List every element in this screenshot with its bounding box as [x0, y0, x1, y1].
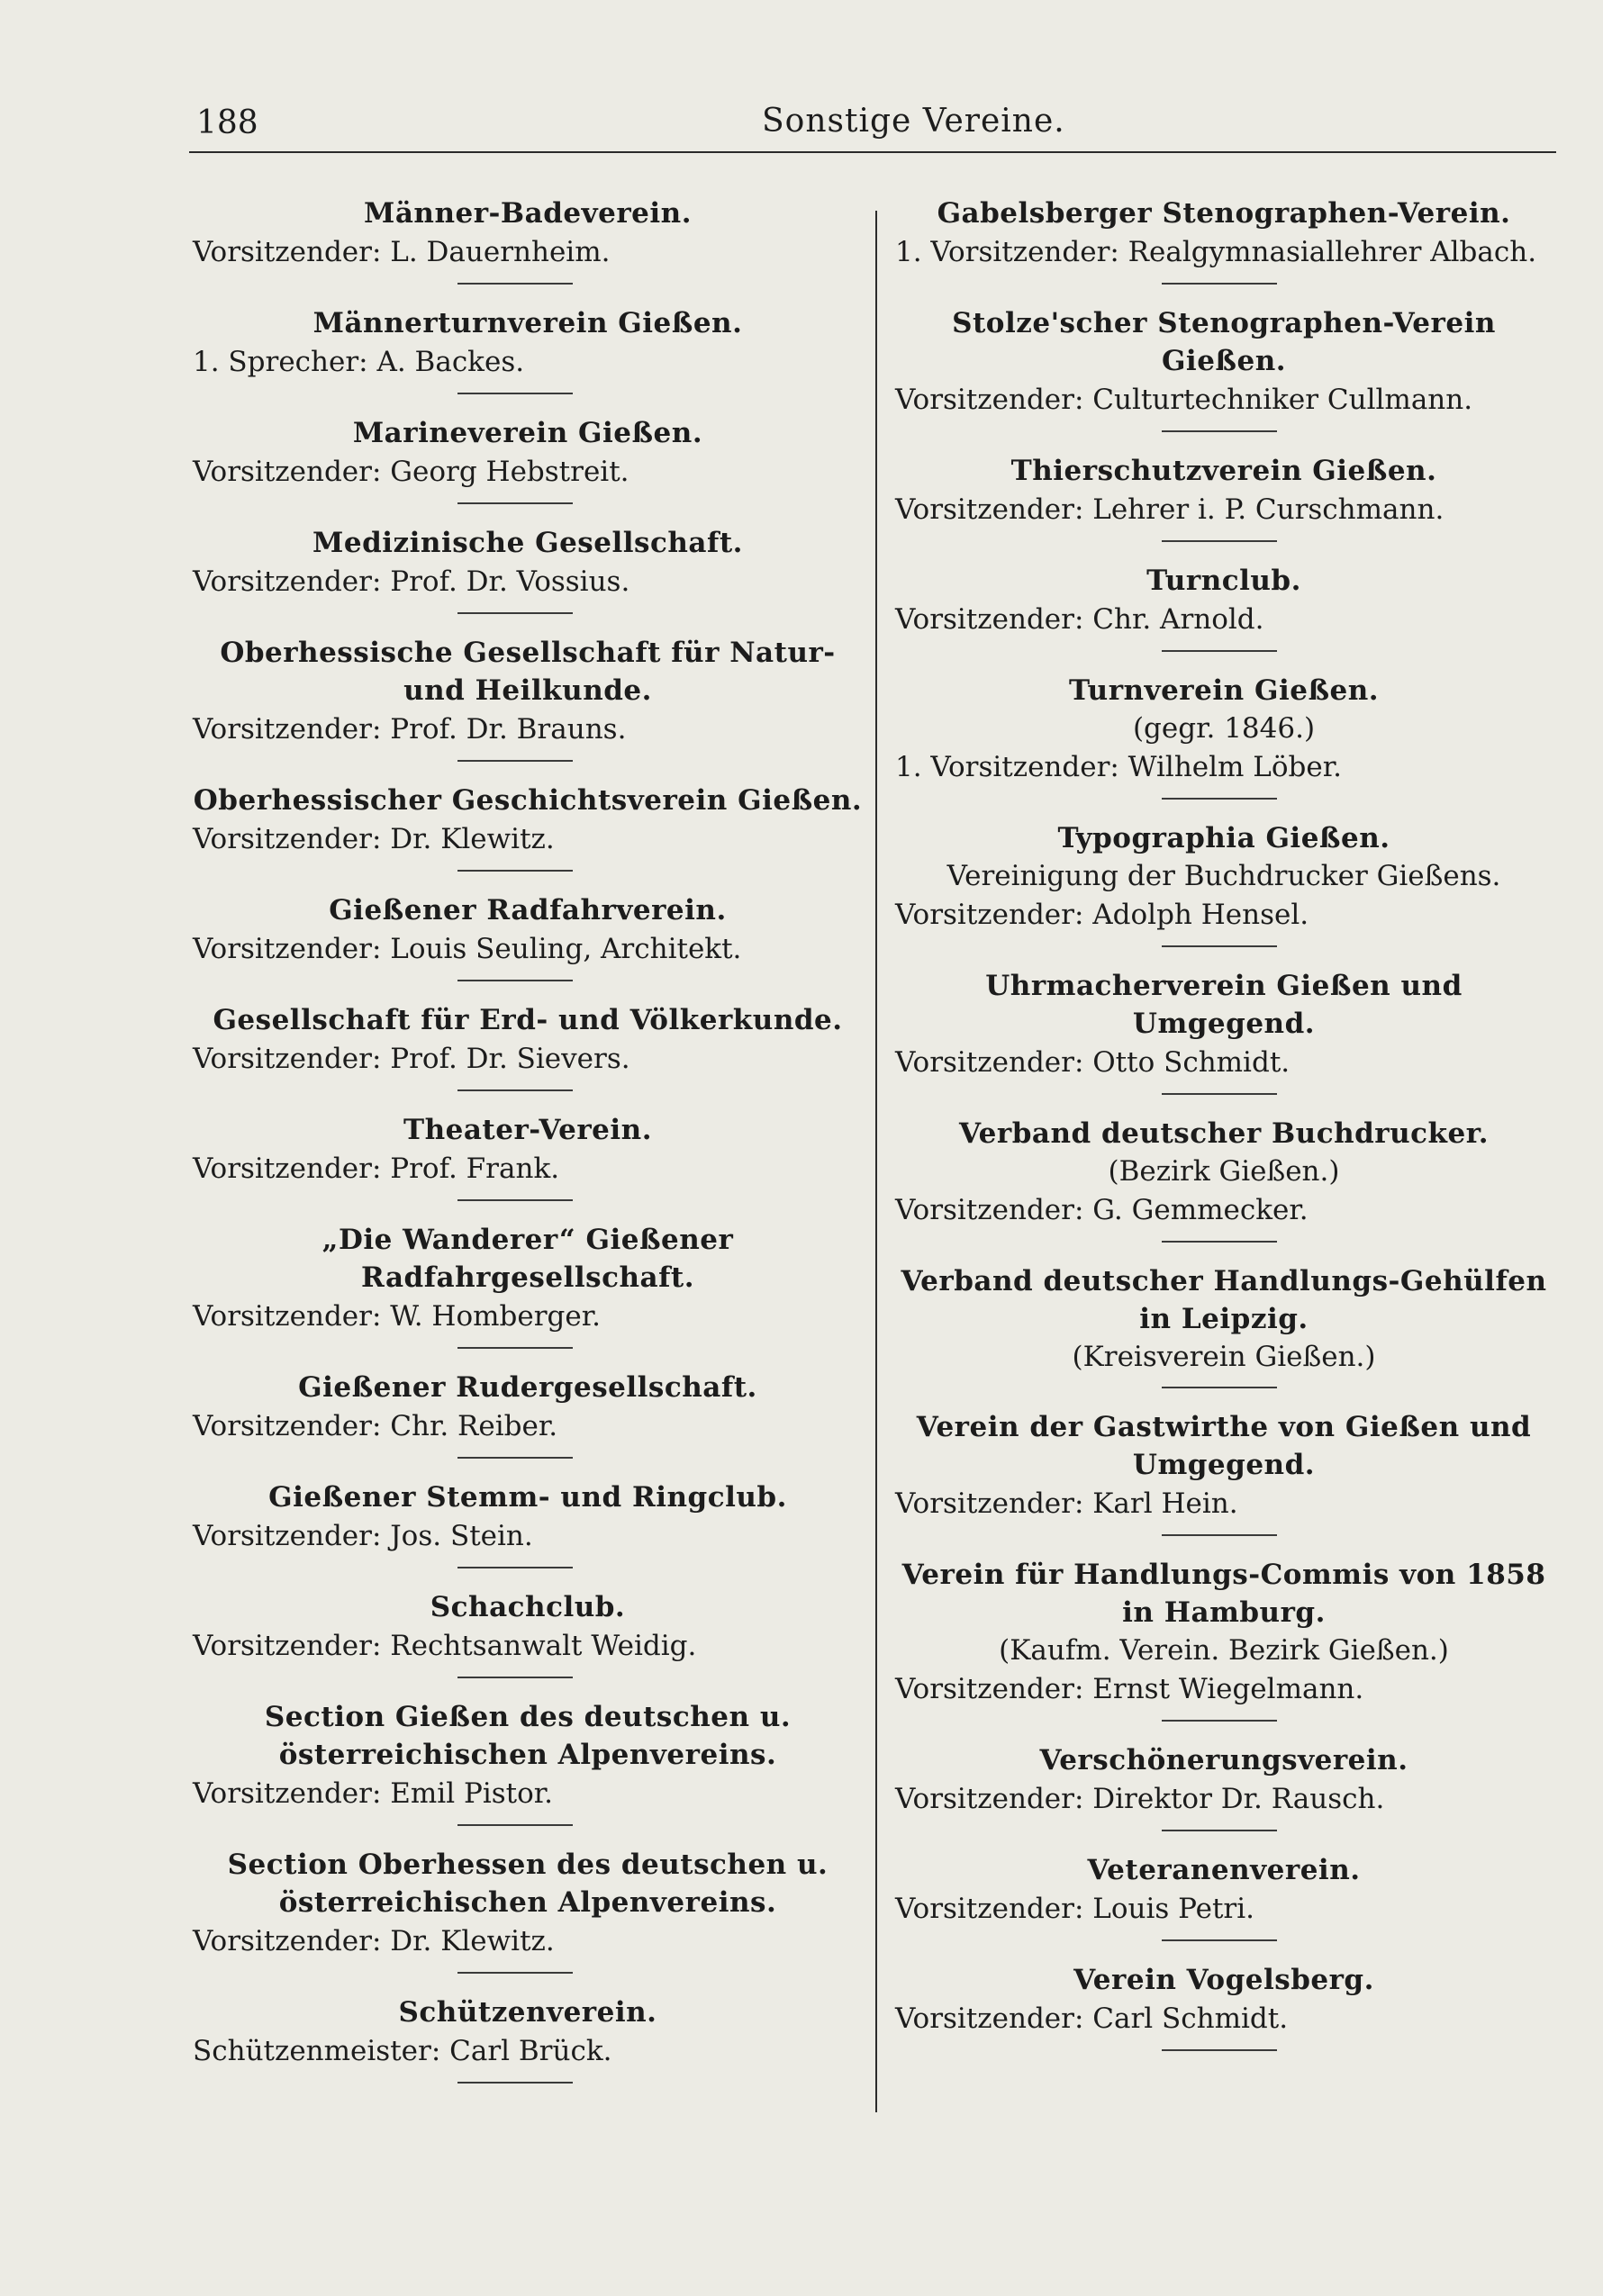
association-officer: Vorsitzender: G. Gemmecker.	[895, 1194, 1309, 1226]
association-name: Verband deutscher Handlungs-Gehülfen in Leipzig.	[901, 1265, 1547, 1335]
association-name: Gabelsberger Stenographen-Verein.	[937, 197, 1511, 230]
entry-separator	[457, 870, 573, 872]
association-note: (gegr. 1846.)	[1132, 712, 1316, 745]
entry-separator	[457, 1567, 573, 1568]
association-name: Section Gießen des deutschen u. österreichischen Alpenvereins.	[264, 1701, 792, 1771]
association-name: Verschönerungsverein.	[1039, 1744, 1408, 1776]
association-name: Oberhessische Gesellschaft für Natur- und Heilkunde.	[220, 637, 836, 707]
association-officer: Vorsitzender: Karl Hein.	[895, 1487, 1238, 1520]
association-name: Verband deutscher Buchdrucker.	[958, 1117, 1490, 1150]
page-number: 188	[196, 104, 258, 141]
entry-separator	[457, 612, 573, 614]
association-officer: Vorsitzender: Otto Schmidt.	[895, 1046, 1291, 1079]
association-name: Gießener Rudergesellschaft.	[298, 1371, 757, 1404]
association-officer: Vorsitzender: W. Homberger.	[193, 1300, 601, 1333]
entry-separator	[1162, 283, 1277, 285]
entry-separator	[1162, 945, 1277, 947]
association-officer: Vorsitzender: Prof. Dr. Sievers.	[193, 1043, 630, 1075]
entry-separator	[457, 1457, 573, 1459]
association-officer: 1. Vorsitzender: Realgymnasiallehrer Albach.	[895, 236, 1537, 268]
association-name: Turnclub.	[1146, 565, 1301, 597]
association-name: Verein Vogelsberg.	[1073, 1964, 1374, 1996]
association-officer: Vorsitzender: Carl Schmidt.	[895, 2002, 1289, 2035]
association-name: Schützenverein.	[398, 1996, 657, 2029]
column-divider	[875, 211, 877, 2112]
association-note: Vereinigung der Buchdrucker Gießens.	[946, 860, 1501, 892]
association-entry	[189, 414, 866, 504]
association-entry	[892, 1741, 1556, 1831]
entry-separator	[457, 760, 573, 762]
entry-separator	[1162, 1534, 1277, 1536]
association-entry	[892, 562, 1556, 652]
association-officer: Vorsitzender: Prof. Dr. Brauns.	[193, 713, 627, 746]
association-entry	[189, 304, 866, 394]
association-entry	[189, 891, 866, 981]
entry-separator	[457, 1972, 573, 1974]
association-name: Männerturnverein Gießen.	[312, 307, 743, 339]
association-officer: Vorsitzender: Chr. Arnold.	[895, 603, 1264, 636]
association-officer: 1. Vorsitzender: Wilhelm Löber.	[895, 751, 1343, 783]
association-entry	[189, 194, 866, 285]
association-officer: Vorsitzender: Emil Pistor.	[193, 1777, 554, 1810]
running-title: Sonstige Vereine.	[762, 103, 1065, 140]
association-officer: Vorsitzender: Prof. Frank.	[193, 1153, 560, 1185]
entry-separator	[457, 1347, 573, 1349]
entry-separator	[1162, 650, 1277, 652]
association-name: Gießener Radfahrverein.	[329, 894, 727, 927]
association-entry	[892, 1556, 1556, 1722]
association-note: (Kaufm. Verein. Bezirk Gießen.)	[999, 1634, 1449, 1667]
association-name: Marineverein Gießen.	[352, 417, 703, 449]
association-officer: Vorsitzender: Georg Hebstreit.	[193, 456, 629, 488]
association-note: (Kreisverein Gießen.)	[1072, 1341, 1376, 1373]
association-officer: Vorsitzender: Ernst Wiegelmann.	[895, 1673, 1364, 1705]
association-officer: Vorsitzender: Louis Seuling, Architekt.	[193, 933, 742, 965]
association-name: Thierschutzverein Gießen.	[1010, 455, 1437, 487]
association-entry	[189, 524, 866, 614]
association-officer: 1. Sprecher: A. Backes.	[193, 346, 525, 378]
association-entry	[892, 672, 1556, 800]
entry-separator	[457, 2082, 573, 2084]
association-officer: Vorsitzender: Adolph Hensel.	[895, 899, 1309, 931]
entry-separator	[1162, 1093, 1277, 1095]
association-name: Medizinische Gesellschaft.	[312, 527, 743, 559]
association-name: Uhrmacherverein Gießen und Umgegend.	[985, 970, 1463, 1040]
association-name: Verein der Gastwirthe von Gießen und Umgegend.	[916, 1411, 1532, 1481]
left-column	[189, 194, 866, 2103]
association-entry	[892, 452, 1556, 542]
association-name: Veteranenverein.	[1087, 1854, 1361, 1886]
association-entry	[892, 194, 1556, 285]
association-name: Männer-Badeverein.	[364, 197, 692, 230]
entry-separator	[1162, 1720, 1277, 1722]
association-name: Schachclub.	[430, 1591, 626, 1623]
association-name: Gießener Stemm- und Ringclub.	[268, 1481, 787, 1514]
association-entry	[189, 1369, 866, 1459]
association-entry	[189, 1846, 866, 1974]
association-entry	[892, 967, 1556, 1095]
page-header	[189, 101, 1556, 153]
association-name: Stolze'scher Stenographen-Verein Gießen.	[952, 307, 1496, 377]
association-officer: Vorsitzender: Direktor Dr. Rausch.	[895, 1783, 1385, 1815]
association-entry	[189, 782, 866, 872]
association-entry	[189, 1698, 866, 1826]
association-entry	[892, 1262, 1556, 1388]
association-name: Typographia Gießen.	[1057, 822, 1390, 854]
association-name: Theater-Verein.	[403, 1114, 652, 1146]
entry-separator	[1162, 430, 1277, 432]
entry-separator	[1162, 540, 1277, 542]
association-officer: Schützenmeister: Carl Brück.	[193, 2035, 612, 2067]
entry-separator	[457, 502, 573, 504]
entry-separator	[1162, 1241, 1277, 1243]
entry-separator	[457, 980, 573, 981]
association-note: (Bezirk Gießen.)	[1108, 1155, 1340, 1188]
association-entry	[892, 1851, 1556, 1941]
association-officer: Vorsitzender: Prof. Dr. Vossius.	[193, 565, 630, 598]
association-entry	[189, 1111, 866, 1201]
association-name: Gesellschaft für Erd- und Völkerkunde.	[213, 1004, 843, 1036]
association-officer: Vorsitzender: Dr. Klewitz.	[193, 1925, 555, 1957]
association-entry	[189, 1478, 866, 1568]
association-entry	[892, 1961, 1556, 2051]
association-officer: Vorsitzender: Lehrer i. P. Curschmann.	[895, 493, 1445, 526]
association-name: Turnverein Gießen.	[1068, 674, 1380, 707]
association-officer: Vorsitzender: Chr. Reiber.	[193, 1410, 558, 1442]
association-entry	[189, 1993, 866, 2084]
association-name: „Die Wanderer“ Gießener Radfahrgesellschaft.	[322, 1224, 734, 1294]
entry-separator	[457, 1089, 573, 1091]
association-name: Section Oberhessen des deutschen u. österreichischen Alpenvereins.	[227, 1849, 829, 1919]
entry-separator	[457, 1824, 573, 1826]
association-entry	[189, 1001, 866, 1091]
entry-separator	[1162, 1939, 1277, 1941]
association-name: Oberhessischer Geschichtsverein Gießen.	[193, 784, 863, 817]
entry-separator	[457, 283, 573, 285]
association-entry	[892, 1115, 1556, 1243]
association-officer: Vorsitzender: Dr. Klewitz.	[193, 823, 555, 855]
association-entry	[189, 634, 866, 762]
association-entry	[189, 1221, 866, 1349]
association-entry	[892, 1408, 1556, 1536]
association-entry	[189, 1588, 866, 1678]
association-officer: Vorsitzender: Culturtechniker Cullmann.	[895, 384, 1473, 416]
entry-separator	[1162, 798, 1277, 800]
entry-separator	[457, 1199, 573, 1201]
entry-separator	[457, 1677, 573, 1678]
association-entry	[892, 819, 1556, 947]
entry-separator	[1162, 1830, 1277, 1831]
association-officer: Vorsitzender: L. Dauernheim.	[193, 236, 611, 268]
entry-separator	[1162, 1387, 1277, 1388]
association-officer: Vorsitzender: Rechtsanwalt Weidig.	[193, 1630, 697, 1662]
association-officer: Vorsitzender: Jos. Stein.	[193, 1520, 533, 1552]
association-name: Verein für Handlungs-Commis von 1858 in Hamburg.	[901, 1559, 1546, 1629]
association-entry	[892, 304, 1556, 432]
entry-separator	[1162, 2049, 1277, 2051]
association-officer: Vorsitzender: Louis Petri.	[895, 1893, 1255, 1925]
right-column	[892, 194, 1556, 2071]
entry-separator	[457, 393, 573, 394]
